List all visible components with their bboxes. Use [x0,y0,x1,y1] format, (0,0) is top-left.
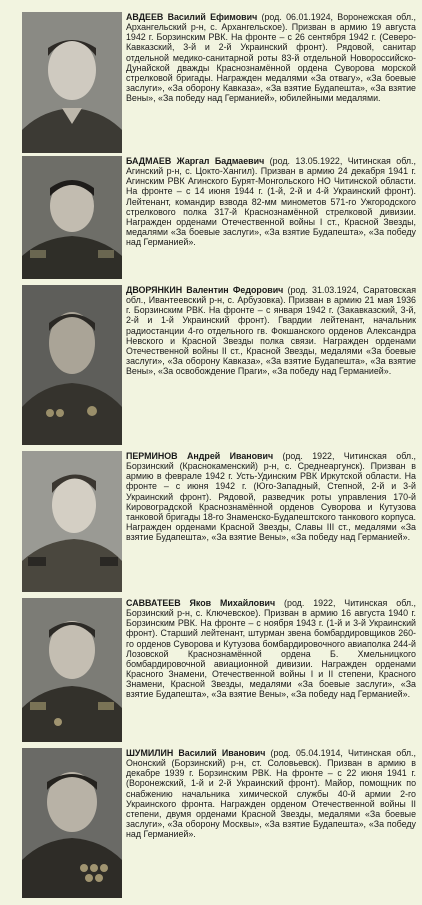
veteran-name: БАДМАЕВ Жаргал Бадмаевич [126,156,265,166]
veteran-details: (род. 1922, Читинская обл., Борзинский (Краснокаменский) р-н, с. Среднеаргунск). Призван в армию в феврале 1942 г. Усть-Удинским РВК Иркутской области. На фронте – с июня 1942 г. (Юго-Западный, Степной, 2-й и 3-й Украинский фронт). Рядовой, разведчик роты управления 170-й Кировоградской Краснознамённой орденов Суворова и Кутузова танковой бригады 18-го Знаменско-Будапештского танкового корпуса. Награжден орденами Красной Звезды, Славы III ст., медалями «За взятие Будапешта», «За взятие Вены», «За победу над Германией». [126,451,416,543]
veteran-bio [126,748,416,839]
veteran-portrait [22,598,122,742]
veteran-details: (род. 13.05.1922, Читинская обл., Агинский р-н, с. Цокто-Хангил). Призван в армию 24 декабря 1941 г. Агинским РВК Агинского Бурят-Монгольского НО Читинской области. На фронте – с 14 июня 1944 г. (1-й, 2-й и 4-й Украинский фронт). Лейтенант, командир взвода 82-мм минометов 571-го Ужгородского стрелкового полка 317-й Краснознамённой стрелковой дивизии. Награжден орденами Отечественной войны I ст., Красной Звезды, медалями «За боевые заслуги», «За взятие Будапешта», «За победу над Германией». [126,156,416,248]
veteran-name: АВДЕЕВ Василий Ефимович [126,12,258,22]
veteran-name: ДВОРЯНКИН Валентин Федорович [126,285,284,295]
veteran-portrait [22,451,122,592]
veteran-name: ПЕРМИНОВ Андрей Иванович [126,451,274,461]
veteran-bio [126,285,416,376]
veteran-details: (род. 1922, Читинская обл., Борзинский р-н, с. Ключевское). Призван в армию 16 августа 1940 г. Борзинским РВК. На фронте – с ноября 1943 г. (1-й и 3-й Украинский фронт). Старший лейтенант, штурман звена бомбардировщиков 260-го орденов Суворова и Кутузова бомбардировочного авиаполка 244-й Лозовской Краснознамённой ордена Б. Хмельницкого бомбардировочной авиационной дивизии. Награжден орденами Красного Знамени, Отечественной войны I и II степени, Красного Знамени, Красной Звезды, медалями «За боевые заслуги», «За взятие Будапешта», «За взятие Вены», «За победу над Германией». [126,598,416,700]
veteran-details: (род. 05.04.1914, Читинская обл., Ононский (Борзинский) р-н, ст. Соловьевск). Призван в армию в декабре 1939 г. Борзинским РВК. На фронте – с 22 июня 1941 г. (Воронежский, 1-й и 2-й Украинский фронт). Майор, помощник по снабжению начальника химической службы 40-й армии 2-го Украинского фронта. Награжден орденом Отечественной войны II степени, двумя орденами Красной Звезды, медалями «За боевые заслуги», «За оборону Москвы», «За взятие Будапешта», «За победу над Германией». [126,748,416,840]
veteran-portrait [22,285,122,445]
veteran-details: (род. 31.03.1924, Саратовская обл., Ивантеевский р-н, с. Арбузовка). Призван в армию 21 мая 1936 г. Борзинским РВК. На фронте – с января 1942 г. (Закавказский, 3-й, 2-й и 1-й Украинский фронт). Гвардии лейтенант, начальник радиостанции 4-го отдельного гв. Фокшанского орденов Александра Невского и Красной Звезды полка связи. Награжден орденами Отечественной войны II ст., Красной Звезды, медалями «За боевые заслуги», «За оборону Кавказа», «За взятие Будапешта», «За взятие Вены», «За освобождение Праги», «За победу над Германией». [126,285,417,377]
veteran-bio [126,598,416,700]
veteran-bio [126,156,416,247]
veteran-portrait [22,748,122,898]
veteran-name: САВВАТЕЕВ Яков Михайлович [126,598,276,608]
veteran-bio [126,12,416,103]
veteran-details: (род. 06.01.1924, Воронежская обл., Архангельский р-н, с. Архангельское). Призван в армию 19 августа 1942 г. Борзинским РВК. На фронте – с 26 сентября 1942 г. (Северо-Кавказский, 3-й и 2-й Украинский фронт). Рядовой, санитар отдельной медико-санитарной роты 83-й отдельной Новороссийско-Дунайской дважды Краснознамённой ордена Суворова морской стрелковой бригады. Награжден медалями «За отвагу», «За боевые заслуги», «За оборону Кавказа», «За взятие Будапешта», «За взятие Вены», «За победу над Германией», юбилейными медалями. [126,12,416,104]
veteran-portrait [22,12,122,153]
veteran-portrait [22,156,122,279]
veteran-bio [126,451,416,542]
veteran-name: ШУМИЛИН Василий Иванович [126,748,266,758]
